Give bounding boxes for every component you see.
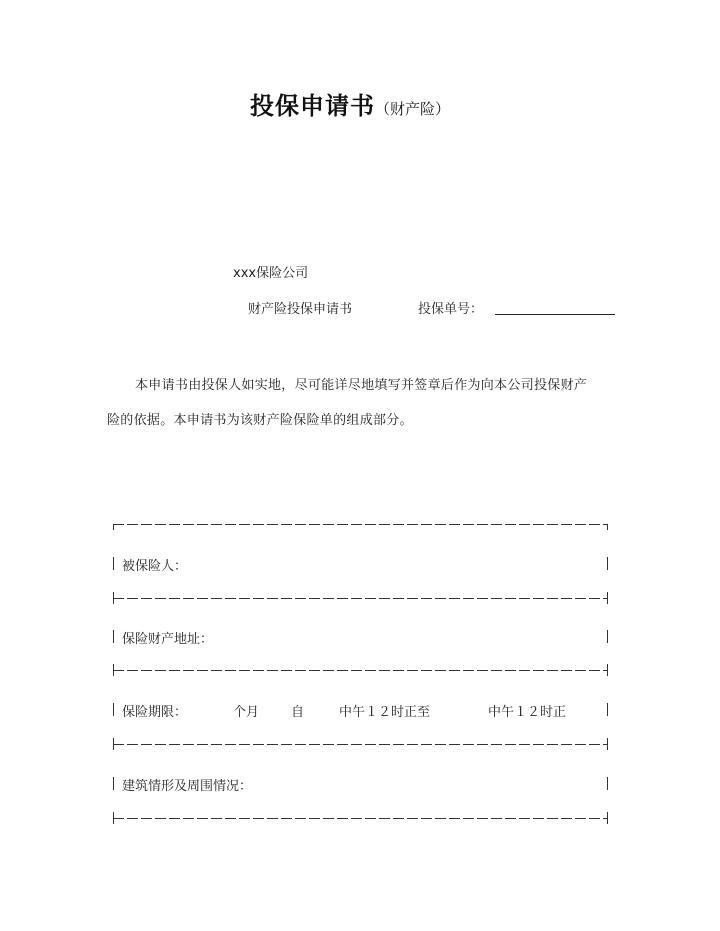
- divider-left-tick: [113, 664, 114, 676]
- policy-number-label: 投保单号：: [418, 302, 484, 317]
- divider-left-tick: [113, 592, 114, 604]
- from-label: 自: [291, 705, 305, 720]
- row-right-bar: [607, 703, 608, 716]
- table-corner-right: [607, 524, 608, 530]
- form-name: 财产险投保申请书: [248, 302, 353, 317]
- intro-paragraph-line1: 本申请书由投保人如实地，尽可能详尽地填写并签章后作为向本公司投保财产: [135, 378, 588, 393]
- title-subtitle: （财产险）: [375, 100, 451, 118]
- building-conditions-field[interactable]: [265, 775, 600, 791]
- insured-label: 被保险人：: [122, 559, 188, 574]
- divider-right-tick: [607, 664, 608, 676]
- row-left-bar: [113, 557, 114, 570]
- months-field[interactable]: [200, 701, 230, 717]
- row-divider: [113, 744, 608, 745]
- property-address-field[interactable]: [220, 628, 600, 644]
- company-name: xxx保险公司: [233, 266, 309, 281]
- building-conditions-label: 建筑情形及周围情况：: [122, 779, 253, 794]
- start-date-field[interactable]: [306, 701, 336, 717]
- row-right-bar: [607, 630, 608, 643]
- row-left-bar: [113, 703, 114, 716]
- table-top-border: [113, 524, 608, 525]
- title-main: 投保申请书: [250, 91, 375, 120]
- table-corner-left: [113, 524, 114, 530]
- divider-right-tick: [607, 812, 608, 824]
- divider-right-tick: [607, 738, 608, 750]
- row-left-bar: [113, 630, 114, 643]
- start-time-text: 中午１２时正至: [339, 705, 431, 720]
- insured-field[interactable]: [200, 555, 600, 571]
- divider-right-tick: [607, 592, 608, 604]
- end-time-text: 中午１２时正: [488, 705, 567, 720]
- row-right-bar: [607, 777, 608, 790]
- row-left-bar: [113, 777, 114, 790]
- property-address-label: 保险财产地址：: [122, 632, 214, 647]
- row-divider: [113, 818, 608, 819]
- page-title: [250, 86, 450, 121]
- insurance-period-label: 保险期限：: [122, 705, 188, 720]
- divider-left-tick: [113, 812, 114, 824]
- divider-left-tick: [113, 738, 114, 750]
- row-right-bar: [607, 557, 608, 570]
- end-date-field[interactable]: [440, 701, 485, 717]
- intro-paragraph-line2: 险的依据。本申请书为该财产险保险单的组成部分。: [107, 413, 413, 428]
- row-divider: [113, 670, 608, 671]
- policy-number-field[interactable]: [495, 314, 615, 315]
- row-divider: [113, 598, 608, 599]
- months-unit: 个月: [233, 705, 260, 720]
